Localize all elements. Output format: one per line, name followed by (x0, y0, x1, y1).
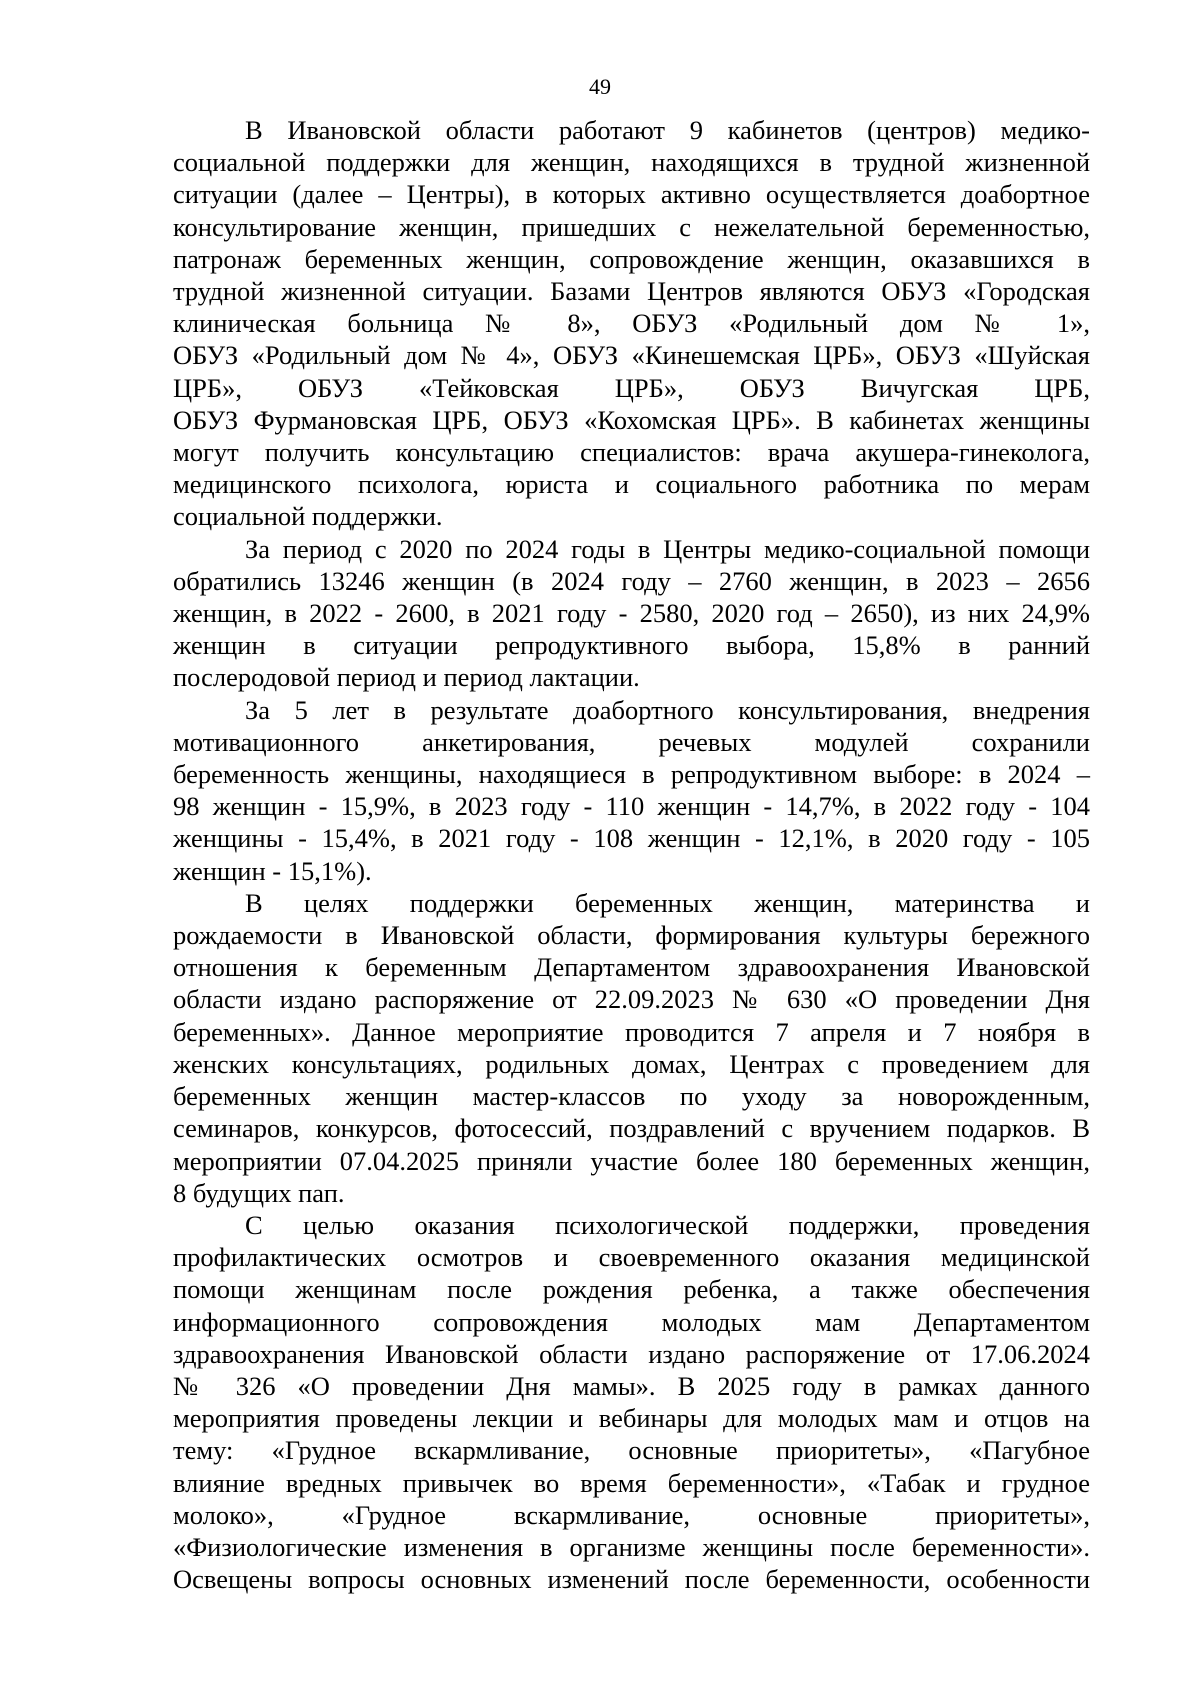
text-line: беременных женщин мастер-классов по уходу за новорожденным, (173, 1081, 1090, 1112)
text-line: мероприятии 07.04.2025 приняли участие более 180 беременных женщин, (173, 1145, 1090, 1176)
text-line: отношения к беременным Департаментом здравоохранения Ивановской (173, 952, 1090, 983)
text-line: ОБУЗ «Родильный дом № 4», ОБУЗ «Кинешемская ЦРБ», ОБУЗ «Шуйская (173, 340, 1090, 371)
text-line: трудной жизненной ситуации. Базами Центров являются ОБУЗ «Городская (173, 276, 1090, 307)
paragraph (173, 114, 1090, 533)
text-line: беременных». Данное мероприятие проводится 7 апреля и 7 ноября в (173, 1016, 1090, 1047)
paragraph (173, 1209, 1090, 1595)
text-line: В целях поддержки беременных женщин, материнства и (245, 887, 1090, 918)
text-line: профилактических осмотров и своевременного оказания медицинской (173, 1242, 1090, 1273)
text-line: консультирование женщин, пришедших с нежелательной беременностью, (173, 211, 1090, 242)
text-line: послеродовой период и период лактации. (173, 662, 640, 693)
text-line: мотивационного анкетирования, речевых модулей сохранили (173, 726, 1090, 757)
text-line: могут получить консультацию специалистов: врача акушера-гинеколога, (173, 437, 1090, 468)
text-line: влияние вредных привычек во время беременности», «Табак и грудное (173, 1467, 1090, 1498)
paragraph (173, 533, 1090, 694)
text-line: В Ивановской области работают 9 кабинетов (центров) медико- (245, 115, 1090, 145)
page-number: 49 (589, 74, 611, 99)
text-line: 98 женщин - 15,9%, в 2023 году - 110 женщин - 14,7%, в 2022 году - 104 (173, 791, 1090, 822)
text-line: клиническая больница № 8», ОБУЗ «Родильный дом № 1», (173, 308, 1090, 339)
text-line: женщин, в 2022 - 2600, в 2021 году - 2580, 2020 год – 2650), из них 24,9% (173, 598, 1090, 629)
text-line: тему: «Грудное вскармливание, основные приоритеты», «Пагубное (173, 1435, 1090, 1466)
text-line: женщин - 15,1%). (173, 855, 372, 886)
text-line: семинаров, конкурсов, фотосессий, поздравлений с вручением подарков. В (173, 1113, 1090, 1144)
text-line: ЦРБ», ОБУЗ «Тейковская ЦРБ», ОБУЗ Вичугская ЦРБ, (173, 372, 1090, 403)
text-line: рождаемости в Ивановской области, формирования культуры бережного (173, 920, 1090, 951)
text-line: ОБУЗ Фурмановская ЦРБ, ОБУЗ «Кохомская ЦРБ». В кабинетах женщины (173, 404, 1090, 435)
document-body (173, 114, 1090, 1595)
text-line: здравоохранения Ивановской области издано распоряжение от 17.06.2024 (173, 1338, 1090, 1369)
text-line: мероприятия проведены лекции и вебинары для молодых мам и отцов на (173, 1403, 1090, 1434)
text-line: С целью оказания психологической поддержки, проведения (245, 1209, 1090, 1240)
text-line: Освещены вопросы основных изменений после беременности, особенности (173, 1564, 1090, 1595)
text-line: «Физиологические изменения в организме женщины после беременности». (173, 1531, 1090, 1562)
text-line: социальной поддержки для женщин, находящихся в трудной жизненной (173, 147, 1090, 178)
text-line: женщины - 15,4%, в 2021 году - 108 женщин - 12,1%, в 2020 году - 105 (173, 823, 1090, 854)
text-line: помощи женщинам после рождения ребенка, а также обеспечения (173, 1274, 1090, 1305)
text-line: патронаж беременных женщин, сопровождение женщин, оказавшихся в (173, 243, 1090, 274)
text-line: женских консультациях, родильных домах, Центрах с проведением для (173, 1048, 1090, 1079)
text-line: обратились 13246 женщин (в 2024 году – 2760 женщин, в 2023 – 2656 (173, 565, 1090, 596)
text-line: медицинского психолога, юриста и социального работника по мерам (173, 469, 1090, 500)
text-line: № 326 «О проведении Дня мамы». В 2025 году в рамках данного (173, 1370, 1090, 1401)
text-line: молоко», «Грудное вскармливание, основные приоритеты», (173, 1499, 1090, 1530)
text-line: За 5 лет в результате доабортного консультирования, внедрения (245, 694, 1090, 725)
text-line: За период с 2020 по 2024 годы в Центры медико-социальной помощи (245, 533, 1090, 564)
text-line: беременность женщины, находящиеся в репродуктивном выборе: в 2024 – (173, 759, 1090, 790)
text-line: информационного сопровождения молодых мам Департаментом (173, 1306, 1090, 1337)
paragraph (173, 887, 1090, 1209)
text-line: женщин в ситуации репродуктивного выбора, 15,8% в ранний (173, 630, 1090, 661)
text-line: 8 будущих пап. (173, 1177, 345, 1208)
text-line: области издано распоряжение от 22.09.2023 № 630 «О проведении Дня (173, 984, 1090, 1015)
text-line: ситуации (далее – Центры), в которых активно осуществляется доабортное (173, 179, 1090, 210)
text-line: социальной поддержки. (173, 501, 443, 532)
paragraph (173, 694, 1090, 887)
